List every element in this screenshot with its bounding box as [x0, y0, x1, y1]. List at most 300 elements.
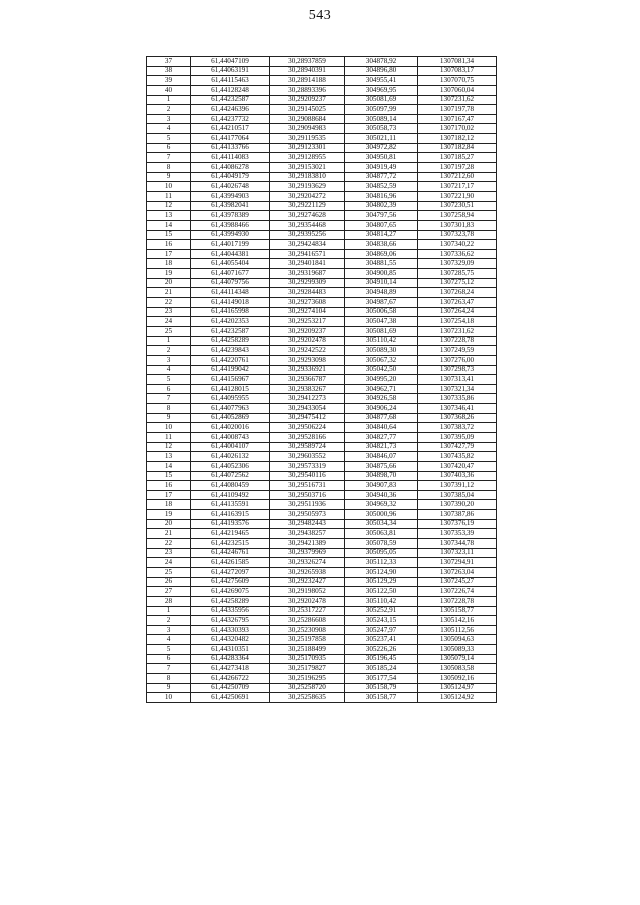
table-row: [147, 625, 497, 635]
latitude-cell: 61,44071677: [191, 269, 270, 279]
longitude-cell: 30,29242522: [270, 346, 345, 356]
longitude-cell: 30,25188499: [270, 645, 345, 655]
latitude-cell: 61,44232587: [191, 95, 270, 105]
longitude-cell: 30,29319687: [270, 269, 345, 279]
y-coordinate-cell: 1307254,18: [418, 317, 497, 327]
y-coordinate-cell: 1307263,04: [418, 567, 497, 577]
latitude-cell: 61,44272097: [191, 567, 270, 577]
table-row: [147, 519, 497, 529]
latitude-cell: 61,44163915: [191, 510, 270, 520]
table-row: [147, 134, 497, 144]
x-coordinate-cell: 305122,50: [345, 587, 418, 597]
y-coordinate-cell: 1307226,74: [418, 587, 497, 597]
y-coordinate-cell: 1307228,78: [418, 336, 497, 346]
y-coordinate-cell: 1307321,34: [418, 384, 497, 394]
y-coordinate-cell: 1305094,63: [418, 635, 497, 645]
table-row: [147, 278, 497, 288]
point-number-cell: 8: [147, 404, 191, 414]
x-coordinate-cell: 305006,58: [345, 307, 418, 317]
point-number-cell: 13: [147, 211, 191, 221]
table-row: [147, 664, 497, 674]
x-coordinate-cell: 304906,24: [345, 404, 418, 414]
x-coordinate-cell: 305095,05: [345, 548, 418, 558]
point-number-cell: 18: [147, 259, 191, 269]
table-row: [147, 404, 497, 414]
table-row: [147, 249, 497, 259]
latitude-cell: 61,44273418: [191, 664, 270, 674]
point-number-cell: 10: [147, 423, 191, 433]
latitude-cell: 61,44283364: [191, 654, 270, 664]
latitude-cell: 61,44109492: [191, 490, 270, 500]
table-row: [147, 298, 497, 308]
point-number-cell: 24: [147, 558, 191, 568]
y-coordinate-cell: 1307182,84: [418, 143, 497, 153]
longitude-cell: 30,29475412: [270, 413, 345, 423]
latitude-cell: 61,44026132: [191, 452, 270, 462]
table-row: [147, 635, 497, 645]
y-coordinate-cell: 1307285,75: [418, 269, 497, 279]
x-coordinate-cell: 305047,38: [345, 317, 418, 327]
point-number-cell: 9: [147, 413, 191, 423]
longitude-cell: 30,29482443: [270, 519, 345, 529]
longitude-cell: 30,29589724: [270, 442, 345, 452]
table-row: [147, 288, 497, 298]
longitude-cell: 30,29198052: [270, 587, 345, 597]
table-row: [147, 529, 497, 539]
point-number-cell: 2: [147, 346, 191, 356]
longitude-cell: 30,29253217: [270, 317, 345, 327]
table-row: [147, 153, 497, 163]
table-row: [147, 230, 497, 240]
latitude-cell: 61,44114083: [191, 153, 270, 163]
table-row: [147, 500, 497, 510]
latitude-cell: 61,44275609: [191, 577, 270, 587]
y-coordinate-cell: 1307081,34: [418, 57, 497, 67]
x-coordinate-cell: 304919,49: [345, 163, 418, 173]
longitude-cell: 30,29383267: [270, 384, 345, 394]
x-coordinate-cell: 305177,54: [345, 674, 418, 684]
table-row: [147, 548, 497, 558]
y-coordinate-cell: 1307212,60: [418, 172, 497, 182]
latitude-cell: 61,44250709: [191, 683, 270, 693]
table-row: [147, 375, 497, 385]
longitude-cell: 30,25197858: [270, 635, 345, 645]
latitude-cell: 61,44004107: [191, 442, 270, 452]
y-coordinate-cell: 1307383,72: [418, 423, 497, 433]
x-coordinate-cell: 304907,83: [345, 481, 418, 491]
longitude-cell: 30,29299309: [270, 278, 345, 288]
longitude-cell: 30,29284483: [270, 288, 345, 298]
point-number-cell: 20: [147, 278, 191, 288]
point-number-cell: 3: [147, 114, 191, 124]
longitude-cell: 30,25258720: [270, 683, 345, 693]
latitude-cell: 61,44049179: [191, 172, 270, 182]
point-number-cell: 1: [147, 606, 191, 616]
table-row: [147, 259, 497, 269]
longitude-cell: 30,25317227: [270, 606, 345, 616]
longitude-cell: 30,29145025: [270, 105, 345, 115]
latitude-cell: 61,44017199: [191, 240, 270, 250]
table-row: [147, 683, 497, 693]
y-coordinate-cell: 1305079,14: [418, 654, 497, 664]
longitude-cell: 30,29433054: [270, 404, 345, 414]
longitude-cell: 30,29128955: [270, 153, 345, 163]
longitude-cell: 30,29221129: [270, 201, 345, 211]
point-number-cell: 13: [147, 452, 191, 462]
longitude-cell: 30,29511936: [270, 500, 345, 510]
y-coordinate-cell: 1305112,56: [418, 625, 497, 635]
y-coordinate-cell: 1305083,58: [418, 664, 497, 674]
longitude-cell: 30,25170935: [270, 654, 345, 664]
y-coordinate-cell: 1307170,02: [418, 124, 497, 134]
y-coordinate-cell: 1307185,27: [418, 153, 497, 163]
y-coordinate-cell: 1305089,33: [418, 645, 497, 655]
longitude-cell: 30,25258635: [270, 693, 345, 703]
latitude-cell: 61,43988466: [191, 220, 270, 230]
point-number-cell: 6: [147, 654, 191, 664]
latitude-cell: 61,44246761: [191, 548, 270, 558]
latitude-cell: 61,44020016: [191, 423, 270, 433]
table-row: [147, 645, 497, 655]
y-coordinate-cell: 1307353,39: [418, 529, 497, 539]
y-coordinate-cell: 1307197,28: [418, 163, 497, 173]
y-coordinate-cell: 1307276,00: [418, 355, 497, 365]
longitude-cell: 30,29204272: [270, 191, 345, 201]
y-coordinate-cell: 1307344,78: [418, 539, 497, 549]
latitude-cell: 61,44250691: [191, 693, 270, 703]
longitude-cell: 30,29088684: [270, 114, 345, 124]
table-row: [147, 105, 497, 115]
longitude-cell: 30,29424834: [270, 240, 345, 250]
y-coordinate-cell: 1305124,92: [418, 693, 497, 703]
table-row: [147, 616, 497, 626]
point-number-cell: 9: [147, 172, 191, 182]
point-number-cell: 23: [147, 307, 191, 317]
table-row: [147, 674, 497, 684]
point-number-cell: 6: [147, 143, 191, 153]
longitude-cell: 30,25230908: [270, 625, 345, 635]
y-coordinate-cell: 1307340,22: [418, 240, 497, 250]
point-number-cell: 12: [147, 442, 191, 452]
y-coordinate-cell: 1307435,82: [418, 452, 497, 462]
latitude-cell: 61,44237732: [191, 114, 270, 124]
longitude-cell: 30,29421389: [270, 539, 345, 549]
latitude-cell: 61,44219465: [191, 529, 270, 539]
table-row: [147, 317, 497, 327]
x-coordinate-cell: 304898,70: [345, 471, 418, 481]
latitude-cell: 61,44052306: [191, 461, 270, 471]
table-row: [147, 413, 497, 423]
coordinates-table: [146, 56, 497, 703]
y-coordinate-cell: 1307427,79: [418, 442, 497, 452]
table-row: [147, 269, 497, 279]
point-number-cell: 7: [147, 664, 191, 674]
x-coordinate-cell: 305247,97: [345, 625, 418, 635]
x-coordinate-cell: 304995,20: [345, 375, 418, 385]
y-coordinate-cell: 1307258,94: [418, 211, 497, 221]
y-coordinate-cell: 1307403,36: [418, 471, 497, 481]
longitude-cell: 30,28893396: [270, 85, 345, 95]
latitude-cell: 61,44128015: [191, 384, 270, 394]
table-row: [147, 567, 497, 577]
point-number-cell: 18: [147, 500, 191, 510]
y-coordinate-cell: 1307197,78: [418, 105, 497, 115]
point-number-cell: 28: [147, 596, 191, 606]
longitude-cell: 30,29209237: [270, 95, 345, 105]
y-coordinate-cell: 1307263,47: [418, 298, 497, 308]
point-number-cell: 20: [147, 519, 191, 529]
point-number-cell: 16: [147, 240, 191, 250]
longitude-cell: 30,29202478: [270, 336, 345, 346]
latitude-cell: 61,44202353: [191, 317, 270, 327]
point-number-cell: 15: [147, 471, 191, 481]
table-row: [147, 201, 497, 211]
longitude-cell: 30,29119535: [270, 134, 345, 144]
latitude-cell: 61,44232587: [191, 326, 270, 336]
table-row: [147, 163, 497, 173]
x-coordinate-cell: 304827,77: [345, 432, 418, 442]
table-row: [147, 143, 497, 153]
latitude-cell: 61,44008743: [191, 432, 270, 442]
table-row: [147, 85, 497, 95]
point-number-cell: 5: [147, 645, 191, 655]
y-coordinate-cell: 1307221,90: [418, 191, 497, 201]
point-number-cell: 37: [147, 57, 191, 67]
x-coordinate-cell: 305081,69: [345, 326, 418, 336]
table-row: [147, 490, 497, 500]
latitude-cell: 61,44114348: [191, 288, 270, 298]
x-coordinate-cell: 304910,14: [345, 278, 418, 288]
x-coordinate-cell: 305243,15: [345, 616, 418, 626]
y-coordinate-cell: 1307249,59: [418, 346, 497, 356]
latitude-cell: 61,44266722: [191, 674, 270, 684]
longitude-cell: 30,29505973: [270, 510, 345, 520]
table-row: [147, 355, 497, 365]
x-coordinate-cell: 304940,36: [345, 490, 418, 500]
table-row: [147, 240, 497, 250]
point-number-cell: 22: [147, 539, 191, 549]
y-coordinate-cell: 1307301,83: [418, 220, 497, 230]
y-coordinate-cell: 1307217,17: [418, 182, 497, 192]
latitude-cell: 61,44258289: [191, 336, 270, 346]
y-coordinate-cell: 1307387,86: [418, 510, 497, 520]
point-number-cell: 14: [147, 461, 191, 471]
x-coordinate-cell: 304969,95: [345, 85, 418, 95]
point-number-cell: 24: [147, 317, 191, 327]
latitude-cell: 61,44095955: [191, 394, 270, 404]
latitude-cell: 61,44044381: [191, 249, 270, 259]
y-coordinate-cell: 1307376,19: [418, 519, 497, 529]
y-coordinate-cell: 1307298,73: [418, 365, 497, 375]
x-coordinate-cell: 304852,59: [345, 182, 418, 192]
latitude-cell: 61,44086278: [191, 163, 270, 173]
longitude-cell: 30,29209237: [270, 326, 345, 336]
x-coordinate-cell: 305081,69: [345, 95, 418, 105]
longitude-cell: 30,29401841: [270, 259, 345, 269]
table-row: [147, 596, 497, 606]
point-number-cell: 11: [147, 191, 191, 201]
latitude-cell: 61,43994930: [191, 230, 270, 240]
point-number-cell: 5: [147, 375, 191, 385]
latitude-cell: 61,44320482: [191, 635, 270, 645]
x-coordinate-cell: 305158,77: [345, 693, 418, 703]
x-coordinate-cell: 305089,14: [345, 114, 418, 124]
x-coordinate-cell: 305042,50: [345, 365, 418, 375]
longitude-cell: 30,29573319: [270, 461, 345, 471]
y-coordinate-cell: 1307385,04: [418, 490, 497, 500]
point-number-cell: 17: [147, 490, 191, 500]
x-coordinate-cell: 304926,58: [345, 394, 418, 404]
y-coordinate-cell: 1307391,12: [418, 481, 497, 491]
latitude-cell: 61,44128248: [191, 85, 270, 95]
longitude-cell: 30,29183810: [270, 172, 345, 182]
table-row: [147, 432, 497, 442]
latitude-cell: 61,44177064: [191, 134, 270, 144]
x-coordinate-cell: 304877,68: [345, 413, 418, 423]
x-coordinate-cell: 304846,07: [345, 452, 418, 462]
longitude-cell: 30,29274104: [270, 307, 345, 317]
longitude-cell: 30,29326274: [270, 558, 345, 568]
longitude-cell: 30,29528166: [270, 432, 345, 442]
x-coordinate-cell: 304840,64: [345, 423, 418, 433]
longitude-cell: 30,29540116: [270, 471, 345, 481]
x-coordinate-cell: 305000,96: [345, 510, 418, 520]
table-row: [147, 481, 497, 491]
x-coordinate-cell: 304807,65: [345, 220, 418, 230]
x-coordinate-cell: 305196,45: [345, 654, 418, 664]
latitude-cell: 61,44310351: [191, 645, 270, 655]
x-coordinate-cell: 304869,06: [345, 249, 418, 259]
x-coordinate-cell: 304955,41: [345, 76, 418, 86]
x-coordinate-cell: 304948,89: [345, 288, 418, 298]
y-coordinate-cell: 1307313,41: [418, 375, 497, 385]
latitude-cell: 61,44269075: [191, 587, 270, 597]
y-coordinate-cell: 1307395,09: [418, 432, 497, 442]
table-row: [147, 76, 497, 86]
x-coordinate-cell: 304816,96: [345, 191, 418, 201]
x-coordinate-cell: 304900,85: [345, 269, 418, 279]
x-coordinate-cell: 305226,26: [345, 645, 418, 655]
y-coordinate-cell: 1305092,16: [418, 674, 497, 684]
longitude-cell: 30,29603552: [270, 452, 345, 462]
latitude-cell: 61,44135591: [191, 500, 270, 510]
point-number-cell: 25: [147, 326, 191, 336]
x-coordinate-cell: 305185,24: [345, 664, 418, 674]
x-coordinate-cell: 305097,99: [345, 105, 418, 115]
point-number-cell: 22: [147, 298, 191, 308]
latitude-cell: 61,44165998: [191, 307, 270, 317]
x-coordinate-cell: 304962,71: [345, 384, 418, 394]
y-coordinate-cell: 1307231,62: [418, 95, 497, 105]
table-row: [147, 461, 497, 471]
latitude-cell: 61,44246396: [191, 105, 270, 115]
table-row: [147, 384, 497, 394]
latitude-cell: 61,44077963: [191, 404, 270, 414]
x-coordinate-cell: 304969,32: [345, 500, 418, 510]
point-number-cell: 2: [147, 616, 191, 626]
point-number-cell: 4: [147, 365, 191, 375]
page-number: 543: [308, 8, 332, 23]
x-coordinate-cell: 304838,66: [345, 240, 418, 250]
table-row: [147, 587, 497, 597]
longitude-cell: 30,29412273: [270, 394, 345, 404]
point-number-cell: 3: [147, 625, 191, 635]
x-coordinate-cell: 304881,55: [345, 259, 418, 269]
x-coordinate-cell: 305058,73: [345, 124, 418, 134]
x-coordinate-cell: 304821,73: [345, 442, 418, 452]
table-row: [147, 442, 497, 452]
point-number-cell: 39: [147, 76, 191, 86]
table-row: [147, 124, 497, 134]
y-coordinate-cell: 1307264,24: [418, 307, 497, 317]
point-number-cell: 9: [147, 683, 191, 693]
y-coordinate-cell: 1305142,16: [418, 616, 497, 626]
y-coordinate-cell: 1307420,47: [418, 461, 497, 471]
table-row: [147, 95, 497, 105]
point-number-cell: 38: [147, 66, 191, 76]
y-coordinate-cell: 1307390,20: [418, 500, 497, 510]
latitude-cell: 61,44326795: [191, 616, 270, 626]
point-number-cell: 1: [147, 336, 191, 346]
latitude-cell: 61,43982041: [191, 201, 270, 211]
latitude-cell: 61,43978389: [191, 211, 270, 221]
x-coordinate-cell: 305110,42: [345, 336, 418, 346]
point-number-cell: 19: [147, 269, 191, 279]
point-number-cell: 8: [147, 674, 191, 684]
x-coordinate-cell: 305158,79: [345, 683, 418, 693]
point-number-cell: 21: [147, 529, 191, 539]
x-coordinate-cell: 305252,91: [345, 606, 418, 616]
longitude-cell: 30,29232427: [270, 577, 345, 587]
point-number-cell: 19: [147, 510, 191, 520]
longitude-cell: 30,28940391: [270, 66, 345, 76]
x-coordinate-cell: 305089,30: [345, 346, 418, 356]
x-coordinate-cell: 304987,67: [345, 298, 418, 308]
longitude-cell: 30,29273608: [270, 298, 345, 308]
point-number-cell: 11: [147, 432, 191, 442]
longitude-cell: 30,29416571: [270, 249, 345, 259]
point-number-cell: 6: [147, 384, 191, 394]
table-row: [147, 114, 497, 124]
table-row: [147, 577, 497, 587]
y-coordinate-cell: 1307060,04: [418, 85, 497, 95]
longitude-cell: 30,29274628: [270, 211, 345, 221]
y-coordinate-cell: 1307323,78: [418, 230, 497, 240]
y-coordinate-cell: 1307323,11: [418, 548, 497, 558]
longitude-cell: 30,25196295: [270, 674, 345, 684]
point-number-cell: 1: [147, 95, 191, 105]
point-number-cell: 4: [147, 124, 191, 134]
table-row: [147, 182, 497, 192]
point-number-cell: 3: [147, 355, 191, 365]
x-coordinate-cell: 305110,42: [345, 596, 418, 606]
table-row: [147, 172, 497, 182]
table-row: [147, 326, 497, 336]
latitude-cell: 61,44199042: [191, 365, 270, 375]
point-number-cell: 10: [147, 182, 191, 192]
x-coordinate-cell: 305078,59: [345, 539, 418, 549]
longitude-cell: 30,29379969: [270, 548, 345, 558]
coordinates-table-body: [147, 57, 497, 703]
table-row: [147, 57, 497, 67]
latitude-cell: 61,44052869: [191, 413, 270, 423]
point-number-cell: 4: [147, 635, 191, 645]
table-row: [147, 452, 497, 462]
point-number-cell: 23: [147, 548, 191, 558]
x-coordinate-cell: 304802,39: [345, 201, 418, 211]
point-number-cell: 21: [147, 288, 191, 298]
point-number-cell: 16: [147, 481, 191, 491]
